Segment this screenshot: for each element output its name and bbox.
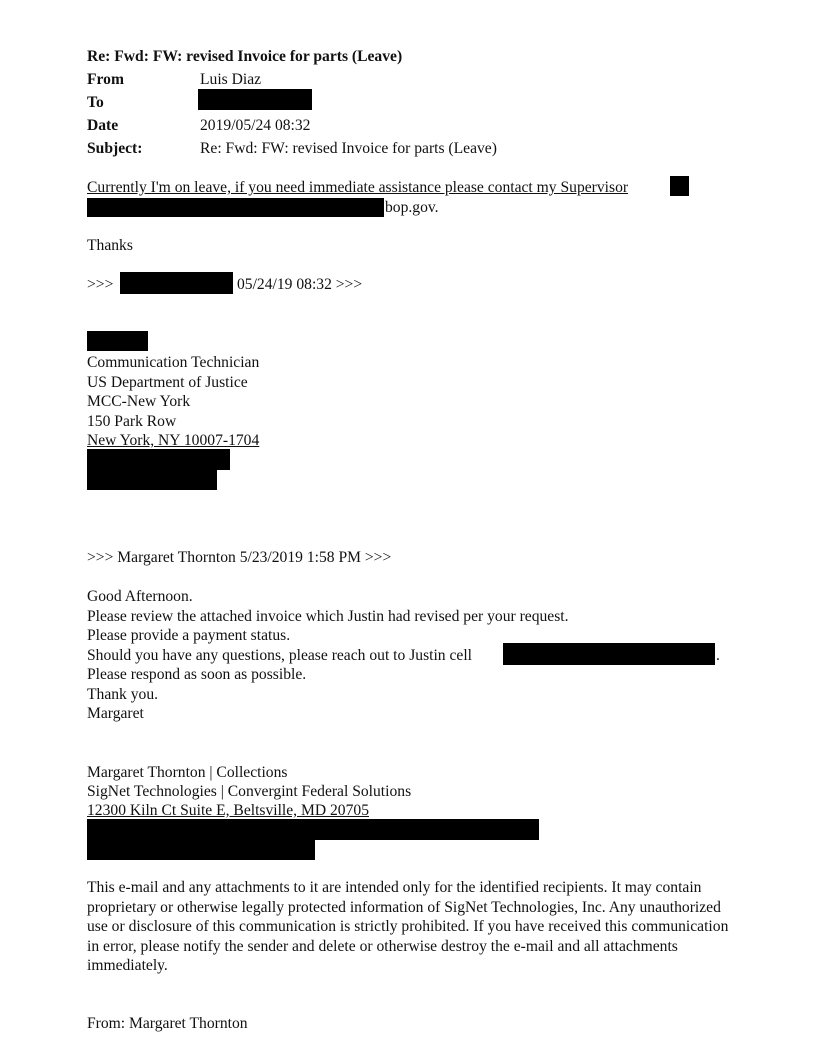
body-line: Margaret (87, 705, 144, 722)
phone-redaction (503, 643, 715, 665)
disclaimer-text: This e-mail and any attachments to it are intended only for the identified recipients. It may contain proprietary or otherwise legally protected information of SigNet Technologies, Inc. Any unauthorized use or disclosure of this communication is strictly prohibited. If you have received this communication in error, please notify the sender and delete or otherwise destroy the e-mail and all attachments immediately. (87, 879, 729, 974)
date-label: Date (87, 117, 119, 134)
signature2-line: SigNet Technologies | Convergint Federal Solutions (87, 783, 412, 800)
to-redaction (198, 89, 312, 110)
from-label: From (87, 71, 124, 88)
to-label: To (87, 94, 104, 111)
signature2-line: 12300 Kiln Ct Suite E, Beltsville, MD 20705 (87, 802, 369, 819)
subject-value: Re: Fwd: FW: revised Invoice for parts (Leave) (200, 140, 497, 157)
cutoff-line: From: Margaret Thornton (87, 1015, 248, 1032)
signature1-name-redaction (87, 331, 148, 351)
signature2-contact-redaction (87, 819, 539, 840)
subject-label: Subject: (87, 140, 143, 157)
signature1-line: Communication Technician (87, 354, 260, 371)
signature2-contact-redaction (87, 840, 315, 860)
signature1-contact-redaction (87, 449, 230, 470)
quote1-prefix: >>> (87, 276, 114, 293)
signature1-contact-redaction (87, 470, 217, 490)
body-line: Please respond as soon as possible. (87, 666, 307, 683)
leave-line-2: bop.gov. (385, 199, 439, 216)
signature1-line: 150 Park Row (87, 413, 177, 430)
email-title: Re: Fwd: FW: revised Invoice for parts (Leave) (87, 48, 403, 65)
quote2-header: >>> Margaret Thornton 5/23/2019 1:58 PM >>> (87, 549, 392, 566)
leave-line-1: Currently I'm on leave, if you need immediate assistance please contact my Supervisor (87, 179, 629, 196)
from-value: Luis Diaz (200, 71, 262, 88)
signature1-line: US Department of Justice (87, 374, 248, 391)
body-line: Should you have any questions, please reach out to Justin cell (87, 647, 473, 664)
body-line-end: . (716, 647, 720, 664)
body-line: Please provide a payment status. (87, 627, 291, 644)
greeting-text: Good Afternoon. (87, 588, 193, 605)
body-line: Please review the attached invoice which Justin had revised per your request. (87, 608, 569, 625)
supervisor-email-redaction (87, 198, 384, 217)
body-line: Thank you. (87, 686, 159, 703)
supervisor-redaction (670, 176, 689, 196)
quote1-suffix: 05/24/19 08:32 >>> (237, 276, 363, 293)
date-value: 2019/05/24 08:32 (200, 117, 311, 134)
signature2-line: Margaret Thornton | Collections (87, 764, 288, 781)
quote1-sender-redaction (120, 272, 233, 294)
signature1-line: MCC-New York (87, 393, 191, 410)
signature1-line: New York, NY 10007-1704 (87, 432, 260, 449)
thanks-text: Thanks (87, 237, 133, 254)
